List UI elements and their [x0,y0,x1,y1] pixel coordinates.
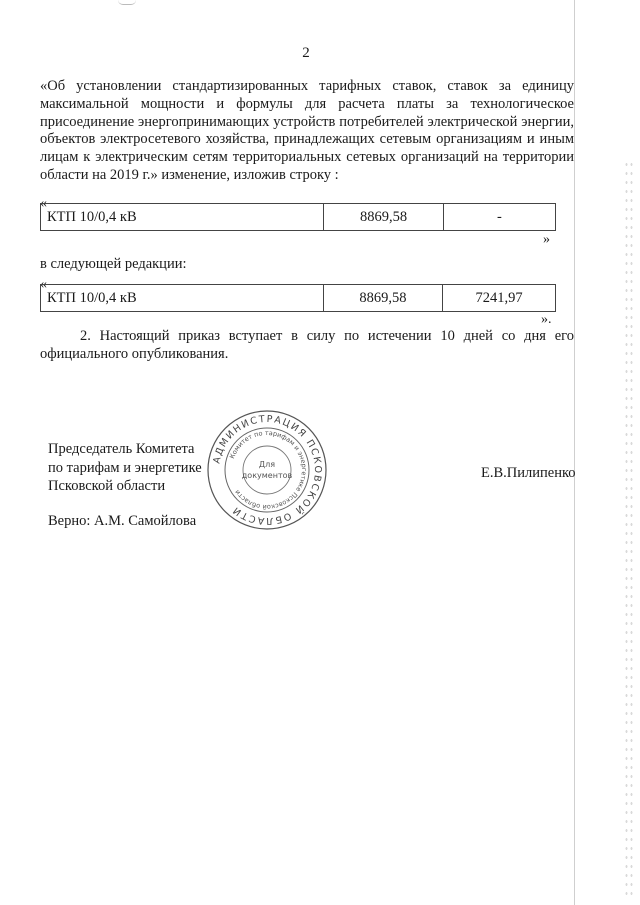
signature-title-line3: Псковской области [48,478,166,494]
page-number: 2 [302,45,310,61]
intro-paragraph: «Об установлении стандартизированных тарифных ставок, ставок за единицу максимальной мощности и формулы для расчета платы за технологическое присоединение энергопринимающих устройств потребителей электрической энергии, объектов электросетевого хозяйства, принадлежащих сетевым организациям и иным лицам к электрическим сетям территориальных сетевых организаций на территории области на 2019 г.» изменение, изложив строку : [40,78,574,183]
table-old [40,203,556,231]
signature-block [48,440,202,496]
point-2-paragraph: 2. Настоящий приказ вступает в силу по истечении 10 дней со дня его официального опубликования. [40,328,574,362]
stamp-outer-circle [208,411,326,529]
signatory-name: Е.В.Пилипенко [481,465,576,481]
scan-noise [624,160,634,900]
table-new-close-quote: ». [541,312,552,327]
table-old-value1: 8869,58 [324,204,444,231]
verno-line: Верно: А.М. Самойлова [48,513,197,529]
table-row [41,204,556,231]
stamp-inner-circle [225,428,309,512]
stamp-center-line2: документов [241,471,293,480]
stamp-inner-text: Комитет по тарифам и энергетике Псковской области [228,428,309,512]
signature-title-line1: Председатель Комитета [48,441,195,457]
table-new-name: КТП 10/0,4 кВ [41,285,324,312]
next-edition-label: в следующей редакции: [40,256,187,272]
stamp-center-line1: Для [258,460,276,469]
scan-edge-line [574,0,575,905]
signature-title-line2: по тарифам и энергетике [48,459,202,476]
table-new-value1: 8869,58 [323,285,443,312]
table-row [41,285,556,312]
table-old-value2: - [443,204,555,231]
table-new [40,284,556,312]
official-stamp [205,408,329,532]
stamp-center-circle [243,446,291,494]
table-old-open-quote: « [40,196,47,211]
table-old-close-quote: » [543,232,550,247]
table-new-value2: 7241,97 [443,285,556,312]
stamp-outer-text: АДМИНИСТРАЦИЯ ПСКОВСКОЙ ОБЛАСТИ [211,413,324,527]
table-new-open-quote: « [40,277,47,292]
scan-artifact [118,0,136,5]
table-old-name: КТП 10/0,4 кВ [41,204,324,231]
